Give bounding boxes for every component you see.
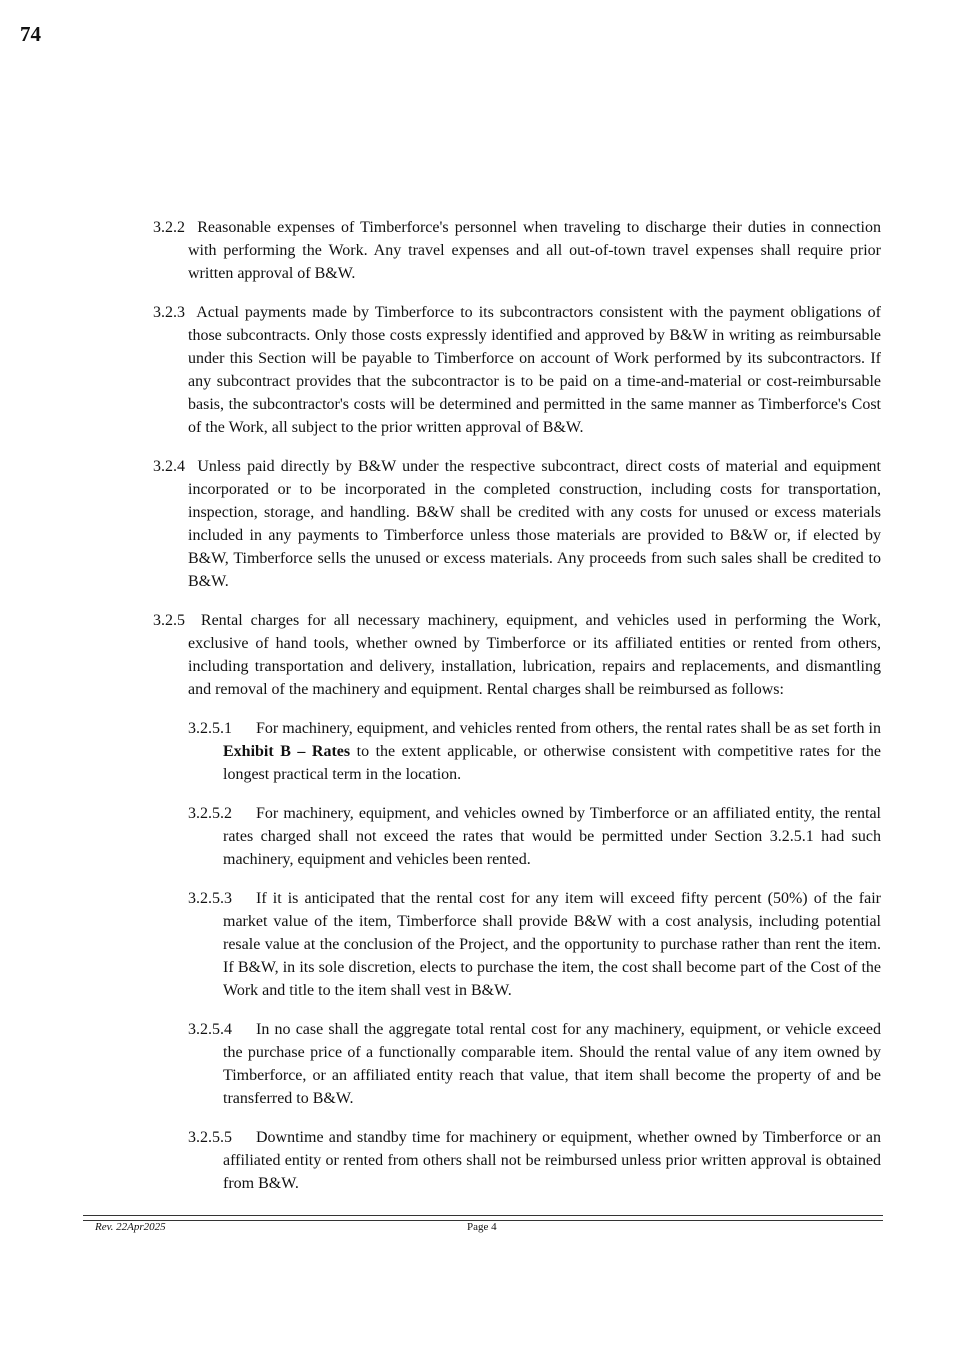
clause-text: Downtime and standby time for machinery or equipment, whether owned by Timberforce or an affiliated entity or rented from others shall not be reimbursed unless prior written approval is obtained from B&W. [223, 1129, 881, 1192]
clause-number: 3.2.4 [153, 458, 185, 475]
exhibit-reference: Exhibit B – Rates [223, 743, 351, 760]
document-body [153, 216, 881, 1204]
clause-number: 3.2.5.2 [188, 805, 232, 822]
clause-3-2-5-4 [188, 1018, 881, 1110]
clause-text: Actual payments made by Timberforce to its subcontractors consistent with the payment obligations of those subcontracts. Only those costs expressly identified and approved by B&W in writing as reimbursable under this Section will be payable to Timberforce on account of Work performed by its subcontractors. If any subcontract provides that the subcontractor is to be paid on a time-and-material or cost-reimbursable basis, the subcontractor's costs will be determined and permitted in the same manner as Timberforce's Cost of the Work, all subject to the prior written approval of B&W. [188, 304, 881, 436]
clause-text: Reasonable expenses of Timberforce's personnel when traveling to discharge their duties in connection with performing the Work. Any travel expenses and all out-of-town travel expenses shall require prior written approval of B&W. [188, 219, 882, 282]
clause-3-2-4 [153, 455, 881, 593]
clause-text: If it is anticipated that the rental cost for any item will exceed fifty percent (50%) of the fair market value of the item, Timberforce shall provide B&W with a cost analysis, including potential resale value at the conclusion of the Project, and the opportunity to purchase rather than rent the item. If B&W, in its sole discretion, elects to purchase the item, the cost shall become part of the Cost of the Work and title to the item shall vest in B&W. [223, 890, 881, 999]
clause-text-continued: to the extent applicable, or otherwise consistent with competitive rates for the longest practical term in the location. [223, 743, 881, 783]
clause-text: In no case shall the aggregate total rental cost for any machinery, equipment, or vehicle exceed the purchase price of a functionally comparable item. Should the rental value of any item owned by Timberforce, or an affiliated entity reach that value, that item shall become the property of and be transferred to B&W. [223, 1021, 881, 1107]
clause-number: 3.2.3 [153, 304, 185, 321]
footer-revision: Rev. 22Apr2025 [95, 1221, 166, 1233]
clause-3-2-5 [153, 609, 881, 701]
clause-text: For machinery, equipment, and vehicles rented from others, the rental rates shall be as set forth in [256, 720, 881, 737]
clause-number: 3.2.5.5 [188, 1129, 232, 1146]
clause-number: 3.2.5.4 [188, 1021, 232, 1038]
clause-number: 3.2.5.1 [188, 720, 232, 737]
clause-3-2-5-2 [188, 802, 881, 871]
footer-page-label: Page 4 [467, 1221, 497, 1233]
clause-3-2-5-1 [188, 717, 881, 786]
clause-number: 3.2.5.3 [188, 890, 232, 907]
clause-3-2-2 [153, 216, 881, 285]
clause-number: 3.2.5 [153, 612, 185, 629]
page-number: 74 [20, 22, 41, 46]
clause-3-2-5-3 [188, 887, 881, 1002]
clause-text: For machinery, equipment, and vehicles owned by Timberforce or an affiliated entity, the rental rates charged shall not exceed the rates that would be permitted under Section 3.2.5.1 had such machinery, equipment and vehicles been rented. [223, 805, 881, 868]
clause-3-2-5-5 [188, 1126, 881, 1195]
clause-text: Rental charges for all necessary machinery, equipment, and vehicles used in performing the Work, exclusive of hand tools, whether owned by Timberforce or its affiliated entities or rented from others, including transportation and delivery, installation, lubrication, repairs and replacements, and dismantling and removal of the machinery and equipment. Rental charges shall be reimbursed as follows: [188, 612, 882, 698]
clause-text: Unless paid directly by B&W under the respective subcontract, direct costs of material and equipment incorporated or to be incorporated in the completed construction, including costs for transportation, inspection, storage, and handling. B&W shall be credited with any costs for unused or excess materials included in any payments to Timberforce unless those materials are provided to B&W or, if elected by B&W, Timberforce sells the unused or excess materials. Any proceeds from such sales shall be credited to B&W. [188, 458, 882, 590]
clause-number: 3.2.2 [153, 219, 185, 236]
clause-3-2-3 [153, 301, 881, 439]
